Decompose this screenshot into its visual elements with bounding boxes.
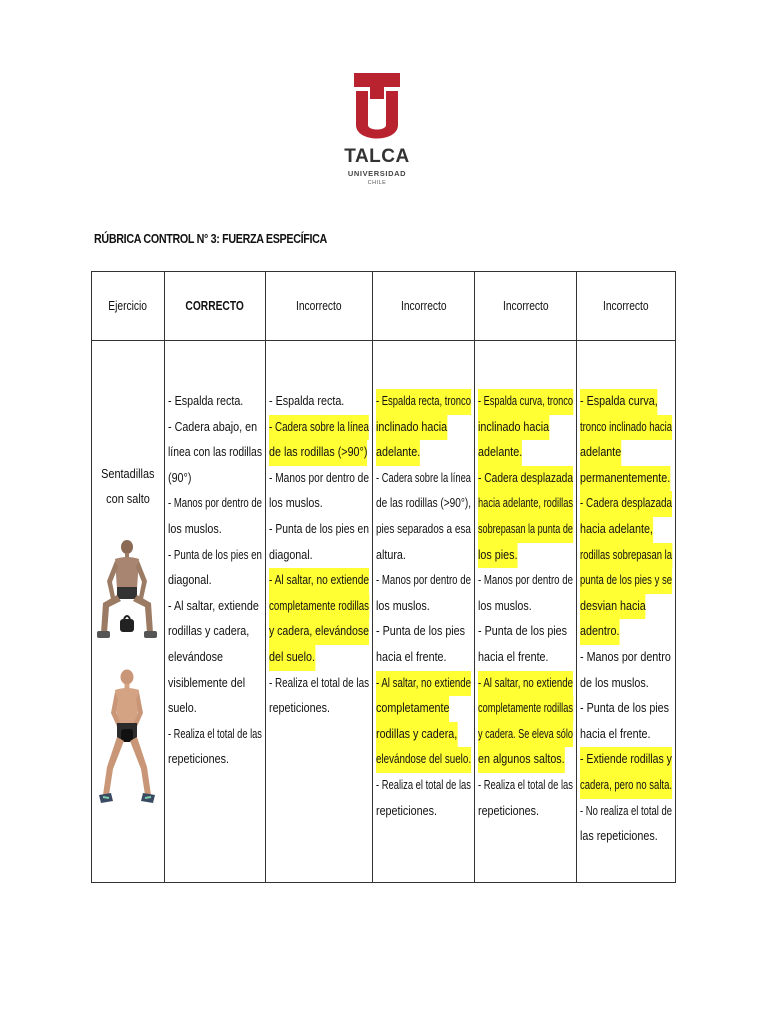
- criteria-text: hacia adelante,: [580, 517, 653, 543]
- criteria-text: - Manos por dentro de: [269, 470, 369, 485]
- header-label: Incorrecto: [296, 299, 342, 313]
- criteria-line: [478, 671, 573, 697]
- criteria-text: los muslos.: [168, 521, 222, 536]
- exercise-name-line: con salto: [106, 491, 150, 506]
- criteria-line: [168, 415, 262, 441]
- criteria-text: diagonal.: [168, 573, 212, 588]
- header-incorrect-1: [266, 272, 373, 341]
- exercise-name: [92, 461, 164, 511]
- criteria-line: [580, 696, 672, 722]
- criteria-text: línea con las rodillas: [168, 445, 263, 460]
- criteria-text: - Punta de los pies en: [168, 547, 262, 562]
- criteria-line: [580, 645, 672, 671]
- criteria-line: [269, 671, 369, 697]
- criteria-text: - Espalda recta, tronco: [376, 389, 471, 415]
- jump-squat-figure-image: [97, 667, 157, 809]
- table-row: [92, 341, 676, 883]
- criteria-text: - Cadera desplazada: [580, 491, 672, 517]
- criteria-text: los pies.: [478, 543, 517, 569]
- criteria-line: [478, 594, 573, 620]
- criteria-line: [376, 594, 471, 620]
- criteria-text: pies separados a esa: [376, 521, 471, 536]
- criteria-line: [580, 722, 672, 748]
- squat-figure-image: [97, 537, 157, 649]
- criteria-list: [376, 389, 471, 824]
- criteria-line: [580, 568, 672, 594]
- criteria-text: - Al saltar, no extiende: [269, 568, 369, 594]
- criteria-line: [269, 594, 369, 620]
- header-incorrect-2: [373, 272, 475, 341]
- logo-name: TALCA: [344, 146, 410, 167]
- criteria-line: [168, 389, 262, 415]
- criteria-text: - Cadera abajo, en: [168, 419, 258, 434]
- criteria-line: [376, 671, 471, 697]
- criteria-line: [478, 773, 573, 799]
- criteria-text: cadera, pero no salta.: [580, 773, 672, 799]
- criteria-line: [376, 747, 471, 773]
- criteria-text: - Punta de los pies en: [269, 521, 370, 536]
- exercise-name-line: Sentadillas: [101, 466, 155, 481]
- criteria-line: [376, 389, 471, 415]
- criteria-text: y cadera, elevándose: [269, 619, 369, 645]
- criteria-list: [478, 389, 573, 824]
- criteria-line: [376, 773, 471, 799]
- criteria-line: [580, 491, 672, 517]
- criteria-line: [478, 389, 573, 415]
- criteria-text: - Manos por dentro: [580, 649, 671, 664]
- criteria-text: - Espalda recta.: [269, 394, 345, 408]
- header-incorrect-3: [475, 272, 577, 341]
- criteria-line: [478, 466, 573, 492]
- criteria-text: los muslos.: [376, 598, 430, 613]
- document-title: RÚBRICA CONTROL N° 3: FUERZA ESPECÍFICA: [94, 232, 327, 246]
- criteria-line: [376, 491, 471, 517]
- criteria-text: inclinado hacia: [478, 415, 549, 441]
- header-label: Incorrecto: [502, 299, 549, 313]
- criteria-cell-incorrect-4: [577, 341, 676, 883]
- criteria-text: rodillas y cadera,: [168, 624, 250, 639]
- criteria-line: [580, 389, 672, 415]
- criteria-text: - Al saltar, extiende: [168, 598, 259, 613]
- criteria-text: los muslos.: [478, 598, 532, 613]
- logo-country: CHILE: [367, 180, 387, 186]
- criteria-text: - Manos por dentro de: [376, 573, 471, 588]
- criteria-line: [269, 543, 369, 569]
- criteria-text: adentro.: [580, 619, 619, 645]
- criteria-text: punta de los pies y se: [580, 568, 672, 594]
- criteria-text: elevándose: [168, 649, 223, 664]
- criteria-cell-incorrect-3: [475, 341, 577, 883]
- criteria-text: repeticiones.: [376, 803, 437, 818]
- criteria-list: [269, 389, 369, 722]
- criteria-line: [580, 466, 672, 492]
- criteria-line: [376, 466, 471, 492]
- criteria-text: completamente rodillas: [478, 696, 573, 722]
- criteria-text: en algunos saltos.: [478, 747, 565, 773]
- criteria-text: - Al saltar, no extiende: [376, 671, 471, 697]
- criteria-list: [168, 389, 262, 773]
- criteria-text: - Realiza el total de las: [269, 675, 370, 690]
- criteria-line: [269, 645, 369, 671]
- criteria-line: [478, 568, 573, 594]
- criteria-line: [376, 568, 471, 594]
- criteria-text: repeticiones.: [269, 701, 330, 716]
- criteria-text: (90°): [168, 470, 192, 485]
- criteria-text: permanentemente.: [580, 466, 670, 492]
- criteria-line: [376, 696, 471, 722]
- criteria-text: - Realiza el total de las: [168, 726, 262, 741]
- criteria-line: [168, 568, 262, 594]
- criteria-text: los muslos.: [269, 496, 323, 511]
- criteria-line: [269, 491, 369, 517]
- criteria-line: [269, 440, 369, 466]
- criteria-line: [478, 696, 573, 722]
- criteria-line: [168, 594, 262, 620]
- criteria-text: - Manos por dentro de: [168, 496, 262, 511]
- criteria-text: hacia el frente.: [580, 726, 651, 741]
- criteria-cell-incorrect-2: [373, 341, 475, 883]
- criteria-text: del suelo.: [269, 645, 315, 671]
- criteria-text: de las rodillas (>90°),: [376, 496, 472, 511]
- criteria-line: [168, 619, 262, 645]
- criteria-line: [478, 543, 573, 569]
- criteria-text: completamente: [376, 696, 450, 722]
- criteria-text: - Cadera sobre la línea: [269, 415, 369, 441]
- criteria-line: [580, 619, 672, 645]
- criteria-line: [478, 799, 573, 825]
- criteria-text: adelante: [580, 440, 621, 466]
- criteria-line: [168, 696, 262, 722]
- criteria-text: suelo.: [168, 701, 197, 716]
- criteria-line: [478, 415, 573, 441]
- criteria-line: [478, 747, 573, 773]
- header-label: CORRECTO: [185, 299, 245, 313]
- criteria-text: - Espalda curva, tronco: [478, 389, 573, 415]
- criteria-text: - Punta de los pies: [478, 624, 568, 639]
- criteria-text: hacia el frente.: [376, 649, 447, 664]
- criteria-line: [580, 440, 672, 466]
- criteria-line: [168, 722, 262, 748]
- criteria-line: [269, 696, 369, 722]
- criteria-line: [168, 517, 262, 543]
- criteria-text: - Manos por dentro de: [478, 573, 573, 588]
- header-label: Incorrecto: [603, 299, 649, 313]
- criteria-line: [269, 389, 369, 415]
- criteria-line: [269, 466, 369, 492]
- criteria-list: [580, 389, 672, 850]
- criteria-cell-incorrect-1: [266, 341, 373, 883]
- criteria-text: - No realiza el total de: [580, 803, 673, 818]
- criteria-text: - Al saltar, no extiende: [478, 671, 573, 697]
- criteria-text: repeticiones.: [478, 803, 539, 818]
- criteria-text: - Realiza el total de las: [478, 777, 573, 792]
- criteria-line: [376, 440, 471, 466]
- criteria-line: [478, 619, 573, 645]
- criteria-text: - Punta de los pies: [376, 624, 466, 639]
- logo-subtitle: UNIVERSIDAD: [347, 169, 407, 178]
- criteria-line: [168, 491, 262, 517]
- criteria-text: - Extiende rodillas y: [580, 747, 672, 773]
- criteria-text: - Realiza el total de las: [376, 777, 471, 792]
- criteria-text: repeticiones.: [168, 752, 229, 767]
- criteria-text: - Espalda recta.: [168, 394, 244, 408]
- criteria-line: [376, 799, 471, 825]
- criteria-text: y cadera. Se eleva sólo: [478, 722, 573, 748]
- header-incorrect-4: [577, 272, 676, 341]
- header-correct: [165, 272, 266, 341]
- criteria-line: [580, 415, 672, 441]
- criteria-text: altura.: [376, 547, 406, 562]
- header-row: [92, 272, 676, 341]
- talca-logo-icon: [354, 73, 400, 143]
- exercise-cell: [92, 341, 165, 883]
- criteria-line: [580, 517, 672, 543]
- criteria-line: [580, 773, 672, 799]
- criteria-line: [478, 517, 573, 543]
- rubric-table: [91, 271, 676, 883]
- criteria-line: [580, 543, 672, 569]
- criteria-line: [168, 645, 262, 671]
- criteria-text: - Cadera sobre la línea: [376, 470, 471, 485]
- criteria-text: sobrepasan la punta de: [478, 517, 573, 543]
- criteria-line: [269, 568, 369, 594]
- criteria-text: elevándose del suelo.: [376, 747, 471, 773]
- university-logo: [338, 63, 416, 198]
- criteria-text: - Punta de los pies: [580, 701, 670, 716]
- criteria-line: [478, 722, 573, 748]
- criteria-text: visiblemente del: [168, 675, 246, 690]
- criteria-line: [580, 594, 672, 620]
- criteria-line: [580, 671, 672, 697]
- criteria-line: [168, 543, 262, 569]
- criteria-line: [168, 671, 262, 697]
- criteria-line: [376, 543, 471, 569]
- header-label: Incorrecto: [400, 299, 447, 313]
- criteria-text: completamente rodillas: [269, 594, 369, 620]
- criteria-line: [376, 517, 471, 543]
- criteria-text: diagonal.: [269, 547, 313, 562]
- criteria-line: [269, 517, 369, 543]
- criteria-line: [478, 440, 573, 466]
- criteria-line: [580, 799, 672, 825]
- criteria-text: adelante.: [478, 440, 522, 466]
- criteria-line: [580, 824, 672, 850]
- criteria-text: - Espalda curva,: [580, 389, 658, 415]
- criteria-line: [376, 619, 471, 645]
- criteria-line: [478, 491, 573, 517]
- criteria-text: hacia adelante, rodillas: [478, 491, 573, 517]
- criteria-line: [376, 722, 471, 748]
- criteria-line: [376, 645, 471, 671]
- criteria-text: hacia el frente.: [478, 649, 549, 664]
- criteria-cell-correct: [165, 341, 266, 883]
- criteria-line: [269, 619, 369, 645]
- criteria-text: desvian hacia: [580, 594, 646, 620]
- criteria-line: [168, 466, 262, 492]
- criteria-text: inclinado hacia: [376, 415, 447, 441]
- criteria-line: [269, 415, 369, 441]
- criteria-text: las repeticiones.: [580, 829, 658, 844]
- header-label: Ejercicio: [108, 299, 148, 313]
- header-exercise: [92, 272, 165, 341]
- criteria-line: [580, 747, 672, 773]
- criteria-text: tronco inclinado hacia: [580, 415, 672, 441]
- criteria-text: adelante.: [376, 440, 420, 466]
- criteria-line: [168, 747, 262, 773]
- criteria-text: de los muslos.: [580, 675, 649, 690]
- criteria-text: de las rodillas (>90°): [269, 440, 367, 466]
- criteria-line: [376, 415, 471, 441]
- criteria-text: - Cadera desplazada: [478, 466, 573, 492]
- criteria-text: rodillas y cadera,: [376, 722, 457, 748]
- criteria-line: [478, 645, 573, 671]
- criteria-line: [168, 440, 262, 466]
- criteria-text: rodillas sobrepasan la: [580, 543, 672, 569]
